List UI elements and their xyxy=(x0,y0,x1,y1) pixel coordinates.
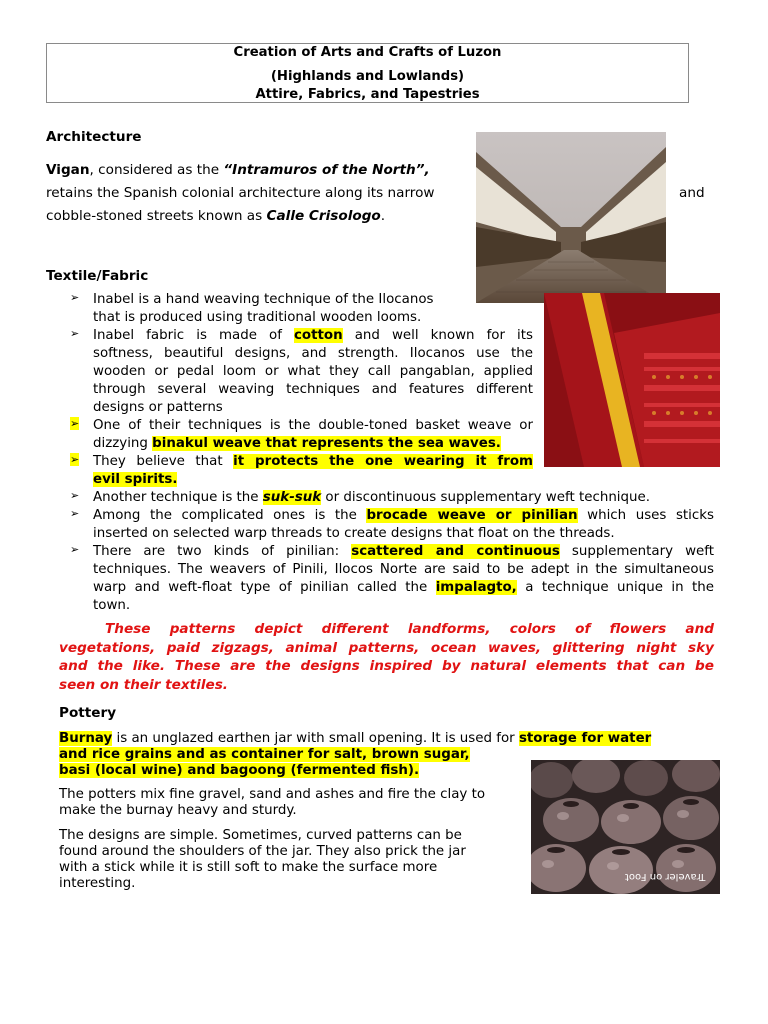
text-run: is an unglazed earthen jar with small opening. It is used for xyxy=(112,731,519,746)
title-line-2: (Highlands and Lowlands) xyxy=(270,69,465,84)
list-item-text xyxy=(93,435,533,453)
architecture-line-2: retains the Spanish colonial architecture along its narrow xyxy=(46,185,435,201)
list-item-text: town. xyxy=(93,598,131,613)
storage-highlight: storage for water xyxy=(518,731,652,746)
list-item-text xyxy=(93,489,714,507)
list-item-text: that is produced using traditional wooden looms. xyxy=(93,310,422,325)
paragraph-line: The potters mix fine gravel, sand and ashes and fire the clay to xyxy=(59,787,486,802)
list-item-text xyxy=(93,543,714,561)
vigan-term: Vigan xyxy=(46,162,90,178)
evil-spirits-highlight: evil spirits. xyxy=(93,472,178,487)
text-run: Another technique is the xyxy=(93,490,263,505)
arrow-bullet-icon: ➢ xyxy=(70,489,80,502)
text-run: a technique unique in the xyxy=(516,580,714,595)
list-item-text: through several weaving techniques and features different xyxy=(93,382,533,397)
paragraph-line: make the burnay heavy and sturdy. xyxy=(59,803,297,818)
protection-highlight: it protects the one wearing it from xyxy=(233,454,533,469)
architecture-text: , considered as the xyxy=(89,162,224,178)
arrow-bullet-icon: ➢ xyxy=(70,507,80,520)
text-run: and well known for its xyxy=(342,328,533,343)
paragraph-line xyxy=(59,731,699,747)
arrow-bullet-icon: ➢ xyxy=(70,327,80,340)
architecture-heading: Architecture xyxy=(46,129,142,145)
list-item-text xyxy=(93,579,714,597)
arrow-bullet-icon: ➢ xyxy=(70,453,80,466)
architecture-text: cobble-stoned streets known as xyxy=(46,208,267,224)
vigan-street-photo xyxy=(476,132,666,303)
paragraph-line: The designs are simple. Sometimes, curved patterns can be xyxy=(59,828,462,843)
title-line-3: Attire, Fabrics, and Tapestries xyxy=(255,87,480,102)
paragraph-line: with a stick while it is still soft to make the surface more xyxy=(59,860,438,875)
list-item-text: softness, beautiful designs, and strength. Ilocanos use the xyxy=(93,346,533,361)
paragraph-line: These patterns depict different landforms, colors of flowers and xyxy=(105,621,714,637)
period: . xyxy=(380,208,386,224)
binakul-highlight: binakul weave that represents the sea waves. xyxy=(152,436,501,451)
inabel-fabric-photo xyxy=(544,293,720,467)
text-run: They believe that xyxy=(93,454,234,469)
arrow-bullet-icon: ➢ xyxy=(70,291,80,304)
text-run: There are two kinds of pinilian: xyxy=(93,544,352,559)
pottery-heading: Pottery xyxy=(59,705,117,721)
list-item-text xyxy=(93,453,533,471)
paragraph-line: seen on their textiles. xyxy=(59,676,228,693)
text-run: which uses sticks xyxy=(577,508,715,523)
title-line-1: Creation of Arts and Crafts of Luzon xyxy=(233,45,502,60)
list-item-text xyxy=(93,471,533,489)
architecture-line-1 xyxy=(46,158,430,182)
text-run: supplementary weft xyxy=(559,544,714,559)
suk-suk-highlight: suk-suk xyxy=(262,490,322,505)
designs-paragraph xyxy=(59,828,466,892)
list-item-text: One of their techniques is the double-toned basket weave or xyxy=(93,418,533,433)
list-item-text xyxy=(93,507,714,525)
text-run: Among the complicated ones is the xyxy=(93,508,367,523)
storage-highlight: and rice grains and as container for salt, brown sugar, xyxy=(59,747,470,762)
text-run: or discontinuous supplementary weft technique. xyxy=(321,490,651,505)
paragraph-line: vegetations, paid zigzags, animal patterns, ocean waves, glittering night sky xyxy=(59,639,714,656)
photo-watermark: Traveler on Foot xyxy=(625,871,706,882)
intramuros-quote: “Intramuros of the North”, xyxy=(223,162,430,178)
paragraph-line: and the like. These are the designs inspired by natural elements that can be xyxy=(59,658,714,674)
text-run: Inabel fabric is made of xyxy=(93,328,294,343)
paragraph-line: found around the shoulders of the jar. They also prick the jar xyxy=(59,844,466,859)
list-item-text: wooden or pedal loom or what they call pangablan, applied xyxy=(93,364,533,379)
text-run: warp and weft-float type of pinilian called the xyxy=(93,580,436,595)
brocade-highlight: brocade weave or pinilian xyxy=(366,508,578,523)
storage-highlight: basi (local wine) and bagoong (fermented fish). xyxy=(59,763,420,778)
list-item-text xyxy=(93,327,533,345)
cotton-highlight: cotton xyxy=(293,328,343,343)
list-item-text: techniques. The weavers of Pinili, Ilocos Norte are said to be adept in the simultaneous xyxy=(93,562,714,577)
architecture-line-2-end: and xyxy=(679,185,705,201)
list-item-text: Inabel is a hand weaving technique of the Ilocanos xyxy=(93,292,434,307)
scattered-continuous-highlight: scattered and continuous xyxy=(351,544,560,559)
burnay-jars-photo xyxy=(531,760,720,894)
text-run: dizzying xyxy=(93,436,153,451)
arrow-bullet-icon: ➢ xyxy=(70,417,80,430)
title-box xyxy=(46,43,689,103)
list-item-text: designs or patterns xyxy=(93,400,223,415)
burnay-highlight: Burnay xyxy=(59,731,113,746)
impalagto-highlight: impalagto, xyxy=(435,580,517,595)
arrow-bullet-icon: ➢ xyxy=(70,543,80,556)
patterns-paragraph xyxy=(59,620,714,694)
list-item-text: inserted on selected warp threads to create designs that float on the threads. xyxy=(93,526,615,541)
textile-heading: Textile/Fabric xyxy=(46,268,149,284)
potters-paragraph xyxy=(59,787,485,819)
paragraph-line: interesting. xyxy=(59,876,136,891)
architecture-line-3 xyxy=(46,204,385,228)
calle-crisologo-term: Calle Crisologo xyxy=(266,208,381,224)
